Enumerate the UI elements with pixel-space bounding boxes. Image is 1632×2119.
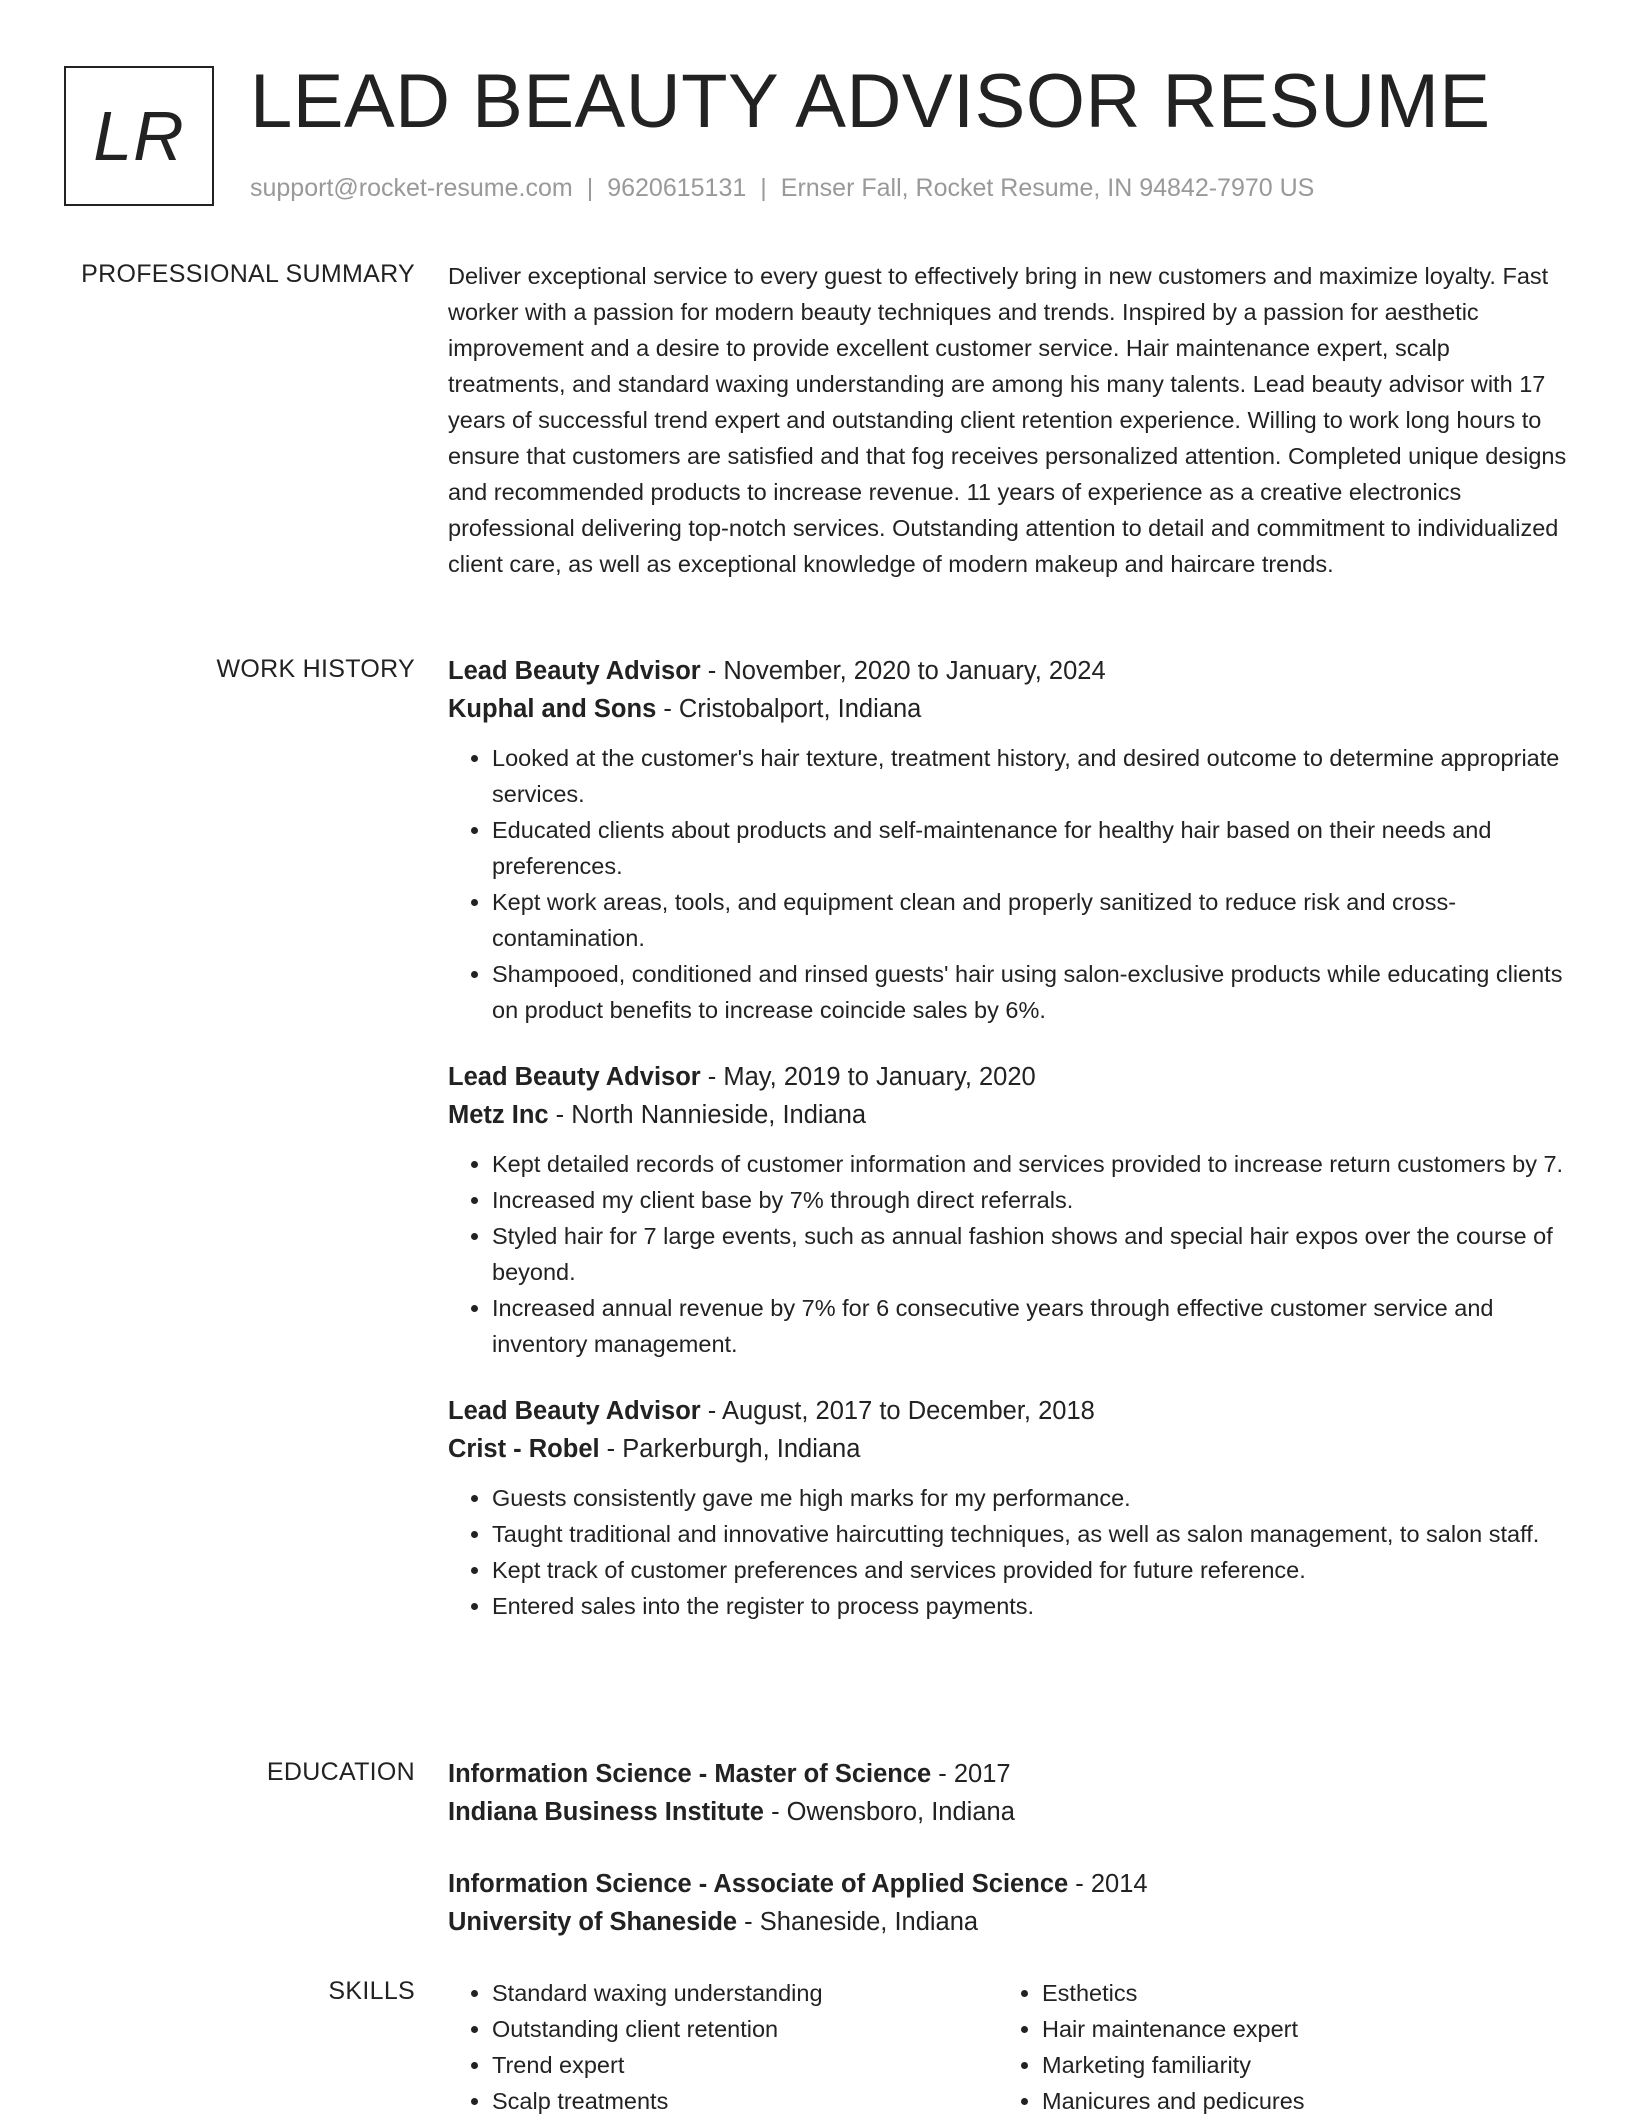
job-entry [448, 652, 1568, 1028]
job-title-line [448, 1392, 1568, 1430]
work-body [448, 652, 1568, 1624]
job-bullet: • Increased annual revenue by 7% for 6 consecutive years through effective customer service and inventory management. [492, 1290, 1568, 1362]
summary-text: Deliver exceptional service to every guest to effectively bring in new customers and maximize loyalty. Fast worker with a passion for modern beauty techniques and trends. Inspired by a passion for aesthetic improvement and a desire to provide excellent customer service. Hair maintenance expert, scalp treatments, and standard waxing understanding are among his many talents. Lead beauty advisor with 17 years of successful trend expert and outstanding client retention experience. Willing to work long hours to ensure that customers are satisfied and that fog receives personalized attention. Completed unique designs and recommended products to increase revenue. 11 years of experience as a creative electronics professional delivering top-notch services. Outstanding attention to detail and commitment to individualized client care, as well as exceptional knowledge of modern makeup and haircare trends. [448, 263, 1567, 577]
skill-item: • Scalp treatments [492, 2083, 998, 2119]
job-company: Crist - Robel [448, 1435, 600, 1463]
job-company-line [448, 690, 1568, 728]
job-bullet: • Increased my client base by 7% through direct referrals. [492, 1182, 1568, 1218]
section-label-skills: SKILLS [328, 1977, 415, 2005]
skill-item: • Marketing familiarity [1042, 2047, 1548, 2083]
job-bullet: • Entered sales into the register to process payments. [492, 1588, 1568, 1624]
school-location: - Shaneside, Indiana [737, 1908, 979, 1936]
job-company-line [448, 1430, 1568, 1468]
contact-line [250, 174, 1314, 203]
job-bullet: • Shampooed, conditioned and rinsed guests' hair using salon-exclusive products while educating clients on product benefits to increase coincide sales by 6%. [492, 956, 1568, 1028]
job-bullets [448, 1146, 1568, 1362]
contact-separator: | [586, 174, 594, 202]
job-title: Lead Beauty Advisor [448, 1397, 701, 1425]
contact-email[interactable]: support@rocket-resume.com [250, 174, 573, 202]
job-bullet: • Looked at the customer's hair texture, treatment history, and desired outcome to determine appropriate services. [492, 740, 1568, 812]
contact-separator: | [760, 174, 767, 202]
job-title: Lead Beauty Advisor [448, 1063, 701, 1091]
monogram-initials: LR [93, 97, 185, 175]
job-bullet: • Taught traditional and innovative haircutting techniques, as well as salon management, to salon staff. [492, 1516, 1568, 1552]
skill-item: • Hair maintenance expert [1042, 2011, 1548, 2047]
school-location: - Owensboro, Indiana [763, 1798, 1015, 1826]
job-entry [448, 1392, 1568, 1624]
contact-address: Ernser Fall, Rocket Resume, IN 94842-7970 US [780, 174, 1315, 202]
job-bullet: • Guests consistently gave me high marks for my performance. [492, 1480, 1568, 1516]
job-bullets [448, 1480, 1568, 1624]
skills-body [448, 1975, 1568, 2119]
section-label-summary: PROFESSIONAL SUMMARY [81, 260, 415, 288]
job-company: Metz Inc [448, 1101, 549, 1129]
degree-name: Information Science - Master of Science [448, 1760, 932, 1788]
degree-year: - 2014 [1068, 1870, 1148, 1898]
summary-body [448, 258, 1568, 582]
education-body [448, 1755, 1568, 1941]
job-company-line [448, 1096, 1568, 1134]
job-company: Kuphal and Sons [448, 695, 657, 723]
school-line [448, 1903, 1568, 1941]
skill-item: • Esthetics [1042, 1975, 1548, 2011]
job-bullet: • Educated clients about products and self-maintenance for healthy hair based on their needs and preferences. [492, 812, 1568, 884]
section-label-work: WORK HISTORY [216, 655, 415, 683]
skills-list-right [998, 1975, 1548, 2119]
skills-list-left [448, 1975, 998, 2119]
degree-year: - 2017 [931, 1760, 1011, 1788]
contact-phone[interactable]: 9620615131 [607, 174, 747, 202]
degree-name: Information Science - Associate of Applied Science [448, 1870, 1069, 1898]
education-entry [448, 1865, 1568, 1941]
job-bullets [448, 740, 1568, 1028]
skill-item: • Manicures and pedicures [1042, 2083, 1548, 2119]
resume-title: LEAD BEAUTY ADVISOR RESUME [250, 59, 1491, 144]
job-bullet: • Kept work areas, tools, and equipment clean and properly sanitized to reduce risk and cross-contamination. [492, 884, 1568, 956]
skill-item: • Trend expert [492, 2047, 998, 2083]
job-entry [448, 1058, 1568, 1362]
skill-item: • Standard waxing understanding [492, 1975, 998, 2011]
job-bullet: • Kept detailed records of customer information and services provided to increase return customers by 7. [492, 1146, 1568, 1182]
job-bullet: • Styled hair for 7 large events, such as annual fashion shows and special hair expos over the course of beyond. [492, 1218, 1568, 1290]
degree-line [448, 1865, 1568, 1903]
job-dates: - August, 2017 to December, 2018 [700, 1397, 1095, 1425]
school-line [448, 1793, 1568, 1831]
job-title: Lead Beauty Advisor [448, 657, 701, 685]
education-entry [448, 1755, 1568, 1831]
skill-item: • Outstanding client retention [492, 2011, 998, 2047]
job-location: - Parkerburgh, Indiana [599, 1435, 861, 1463]
job-title-line [448, 652, 1568, 690]
monogram-logo [64, 66, 214, 206]
degree-line [448, 1755, 1568, 1793]
school-name: University of Shaneside [448, 1908, 738, 1936]
school-name: Indiana Business Institute [448, 1798, 764, 1826]
job-location: - Cristobalport, Indiana [656, 695, 922, 723]
job-bullet: • Kept track of customer preferences and services provided for future reference. [492, 1552, 1568, 1588]
job-dates: - November, 2020 to January, 2024 [700, 657, 1106, 685]
job-title-line [448, 1058, 1568, 1096]
section-label-education: EDUCATION [266, 1758, 415, 1786]
job-dates: - May, 2019 to January, 2020 [700, 1063, 1036, 1091]
job-location: - North Nannieside, Indiana [548, 1101, 867, 1129]
